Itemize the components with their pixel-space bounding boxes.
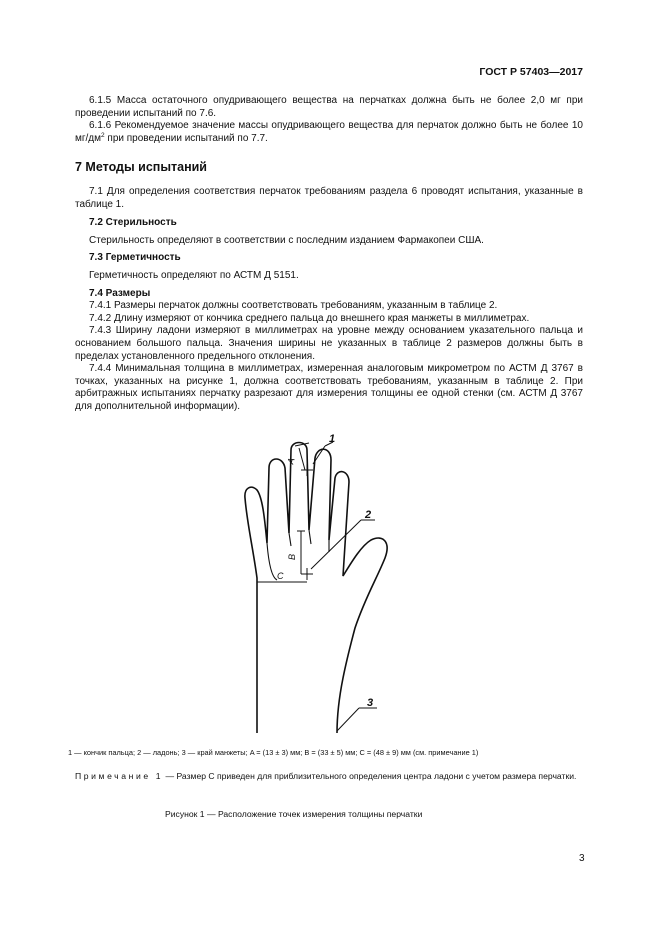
- label-2: 2: [365, 509, 372, 521]
- label-3: 3: [367, 697, 374, 709]
- dimension-a-offset: [299, 448, 305, 470]
- leader-3: [337, 708, 359, 731]
- heading-7-3: 7.3 Герметичность: [89, 252, 181, 264]
- paragraph-7-3: Герметичность определяют по АСТМ Д 5151.: [89, 269, 299, 281]
- figure-note: [75, 771, 587, 783]
- figure-caption: Рисунок 1 — Расположение точек измерения толщины перчатки: [165, 809, 423, 819]
- paragraph-6-1-6: [75, 120, 583, 145]
- heading-7-4: 7.4 Размеры: [89, 287, 151, 299]
- leader-2: [311, 520, 361, 569]
- heading-7-2: 7.2 Стерильность: [89, 217, 177, 229]
- note-label: Примечание 1: [75, 771, 164, 781]
- standard-code: ГОСТ Р 57403—2017: [479, 66, 583, 78]
- paragraph-7-2: Стерильность определяют в соответствии с последним изданием Фармакопеи США.: [89, 234, 484, 246]
- label-b: B: [287, 553, 297, 560]
- section-7-title: 7 Методы испытаний: [75, 160, 207, 174]
- paragraph-6-1-5: 6.1.5 Масса остаточного опудривающего вещества на перчатках должна быть не более 2,0 мг при проведении испытаний по 7.6.: [75, 95, 583, 119]
- paragraph-7-4-3: 7.4.3 Ширину ладони измеряют в миллиметрах на уровне между основанием указательного пальца и основанием большого пальца. Значения ширины не указанных в таблице 2 размеров должны быть в пределах установленного предельного отклонения.: [75, 325, 583, 362]
- section-7-text: [75, 186, 583, 414]
- paragraph-6-1-6-text: 6.1.6 Рекомендуемое значение массы опудривающего вещества для перчаток должно быть не более 10 мг/дм: [75, 120, 583, 144]
- paragraph-7-1: 7.1 Для определения соответствия перчаток требованиям раздела 6 проводят испытания, указанные в таблице 1.: [75, 186, 583, 210]
- label-1: 1: [329, 433, 336, 445]
- measurement-lines: [257, 442, 377, 731]
- label-a: A: [285, 456, 297, 466]
- section-6-text: [75, 95, 583, 145]
- paragraph-6-1-6-tail: при проведении испытаний по 7.7.: [104, 132, 268, 144]
- label-c: C: [277, 571, 284, 581]
- superscript-2: 2: [101, 131, 105, 139]
- paragraph-7-4-1: 7.4.1 Размеры перчаток должны соответствовать требованиям, указанным в таблице 2.: [89, 300, 498, 312]
- leader-1: [313, 446, 325, 464]
- paragraph-7-4-4: 7.4.4 Минимальная толщина в миллиметрах, измеренная аналоговым микрометром по АСТМ Д 3767 в точках, указанных на рисунке 1, должна соответствовать требованиям, указанным в таблице 2. При арбитражных испытаниях перчатку разрезают для измерения толщины ее одной стенки (см. АСТМ Д 3767 для дополнительной информации).: [75, 363, 583, 412]
- note-text: — Размер C приведен для приблизительного определения центра ладони с учетом размера перчатки.: [163, 771, 577, 781]
- glove-outline: [245, 443, 387, 734]
- page-number: 3: [579, 853, 585, 864]
- paragraph-7-4-2: 7.4.2 Длину измеряют от кончика среднего пальца до внешнего края манжеты в миллиметрах.: [89, 312, 530, 324]
- figure-legend: 1 — кончик пальца; 2 — ладонь; 3 — край манжеты; A = (13 ± 3) мм; B = (33 ± 5) мм; C = (48 ± 9) мм (см. примечание 1): [68, 748, 479, 757]
- glove-figure: [225, 428, 405, 750]
